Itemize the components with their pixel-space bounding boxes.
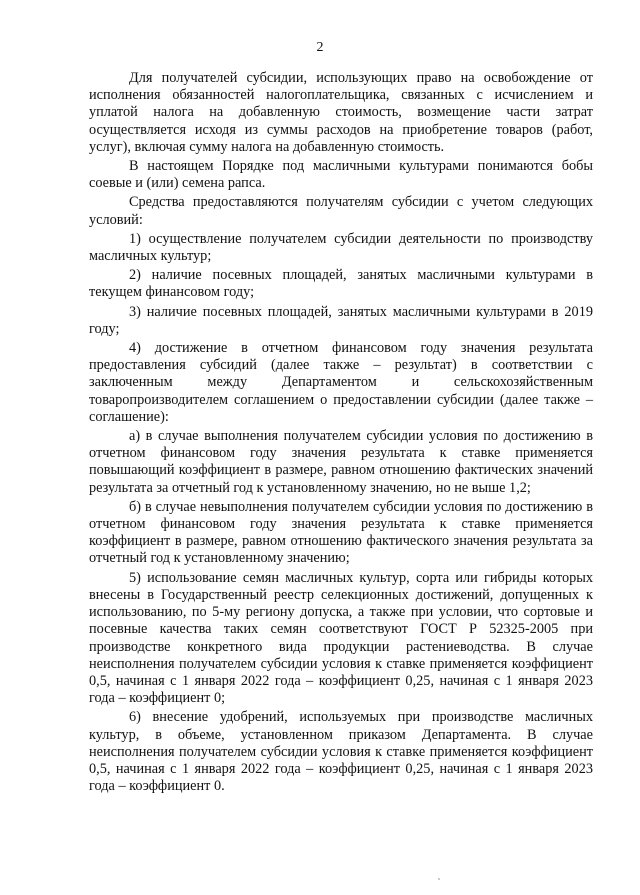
condition-item-1: 1) осуществление получателем субсидии деятельности по производству масличных культур; [89, 230, 593, 265]
condition-item-3: 3) наличие посевных площадей, занятых масличными культурами в 2019 году; [89, 303, 593, 337]
condition-subitem-a: а) в случае выполнения получателем субсидии условия по достижению в отчетном финансовом году значения результата к ставке применяется повышающий коэффициент в размере, равном отношению фактических значений результата за отчетный год к установленному значению, но не выше 1,2; [89, 428, 593, 496]
paragraph-vat-exemption: Для получателей субсидии, использующих право на освобождение от исполнения обязанностей налогоплательщика, связанных с исчислением и уплатой налога на добавленную стоимость, возмещение части затрат осуществляется исходя из суммы расходов на приобретение товаров (работ, услуг), включая сумму налога на добавленную стоимость. [89, 70, 593, 155]
page-number: 2 [316, 40, 324, 55]
document-body [89, 70, 593, 797]
condition-subitem-b: б) в случае невыполнения получателем субсидии условия по достижению в отчетном финансовом году значения результата к ставке применяется коэффициент в размере, равном отношению фактического значения результата за отчетный год к установленному значению; [89, 498, 593, 567]
condition-item-6: 6) внесение удобрений, используемых при производстве масличных культур, в объеме, установленном приказом Департамента. В случае неисполнения получателем субсидии условия к ставке применяется коэффициент 0,5, начиная с 1 января 2022 года – коэффициент 0,25, начиная с 1 января 2023 года – коэффициент 0. [89, 709, 593, 795]
condition-item-5: 5) использование семян масличных культур, сорта или гибриды которых внесены в Государственный реестр селекционных достижений, допущенных к использованию, по 5-му региону допуска, а также при условии, что сортовые и посевные качества таких семян соответствуют ГОСТ Р 52325-2005 при производстве конкретного вида продукции растениеводства. В случае неисполнения получателем субсидии условия к ставке применяется коэффициент 0,5, начиная с 1 января 2022 года – коэффициент 0,25, начиная с 1 января 2023 года – коэффициент 0; [89, 569, 593, 707]
condition-item-2: 2) наличие посевных площадей, занятых масличными культурами в текущем финансовом году; [89, 267, 593, 301]
condition-item-4: 4) достижение в отчетном финансовом году значения результата предоставления субсидий (далее также – результат) в соответствии с заключенным между Департаментом и сельскохозяйственным товаропроизводителем соглашением о предоставлении субсидии (далее также – соглашение): [89, 340, 593, 425]
scan-dot [438, 878, 440, 880]
paragraph-oilseed-definition: В настоящем Порядке под масличными культурами понимаются бобы соевые и (или) семена рапса. [89, 158, 593, 192]
paragraph-conditions-intro: Средства предоставляются получателям субсидии с учетом следующих условий: [89, 194, 593, 228]
